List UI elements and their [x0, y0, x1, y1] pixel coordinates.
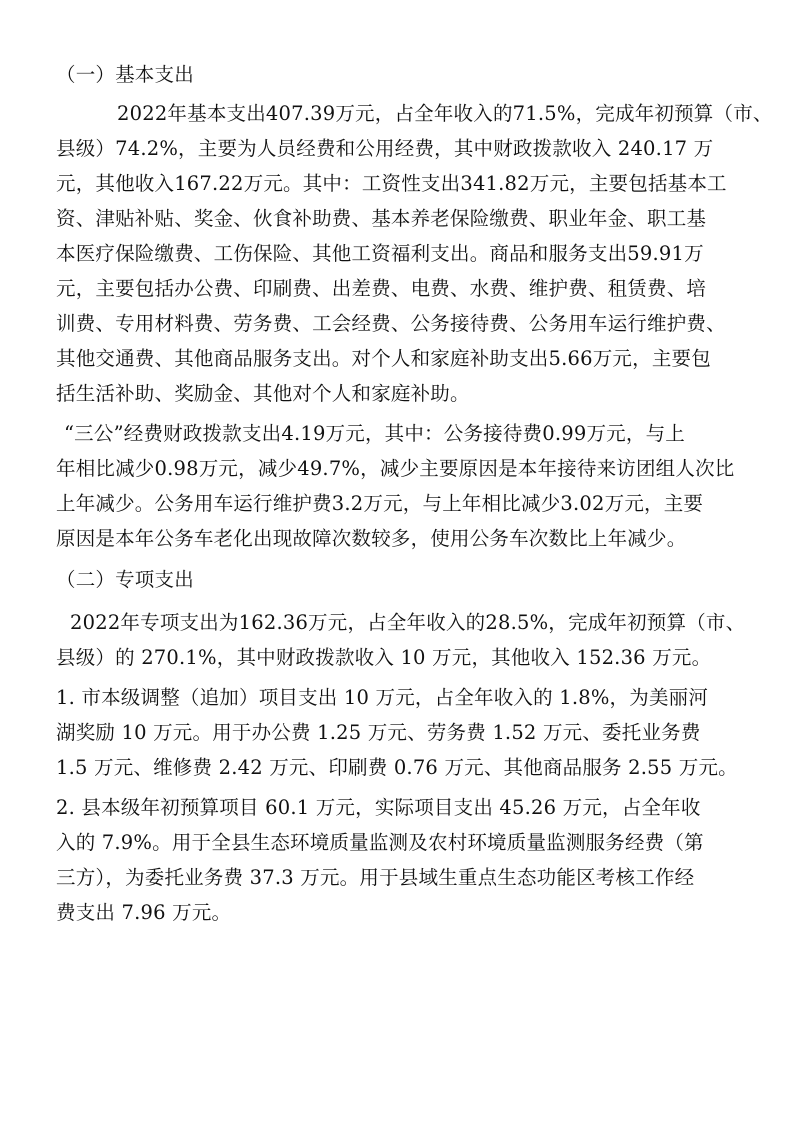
paragraph-line: 县级）74.2%，主要为人员经费和公用经费，其中财政拨款收入 240.17 万	[56, 137, 714, 160]
list-item-line: 1. 市本级调整（追加）项目支出 10 万元，占全年收入的 1.8%，为美丽河	[56, 686, 709, 709]
list-item-line: 2. 县本级年初预算项目 60.1 万元，实际项目支出 45.26 万元，占全年收	[56, 796, 701, 819]
list-item-line: 入的 7.9%。用于全县生态环境质量监测及农村环境质量监测服务经费（第	[56, 831, 704, 854]
paragraph-line: 2022年专项支出为162.36万元，占全年收入的28.5%，完成年初预算（市、	[70, 611, 746, 634]
list-item-line: 三方），为委托业务费 37.3 万元。用于县域生重点生态功能区考核工作经	[56, 866, 695, 889]
list-item-line: 1.5 万元、维修费 2.42 万元、印刷费 0.76 万元、其他商品服务 2.55 万元。	[56, 756, 738, 779]
paragraph-line: 括生活补助、奖励金、其他对个人和家庭补助。	[56, 382, 470, 405]
paragraph-line: 本医疗保险缴费、工伤保险、其他工资福利支出。商品和服务支出59.91万	[56, 242, 704, 265]
paragraph-line: 原因是本年公务车老化出现故障次数较多，使用公务车次数比上年减少。	[56, 527, 687, 550]
list-item-line: 湖奖励 10 万元。用于办公费 1.25 万元、劳务费 1.52 万元、委托业务费	[56, 721, 701, 744]
paragraph-line: 元，其他收入167.22万元。其中：工资性支出341.82万元，主要包括基本工	[56, 172, 727, 195]
section-heading-basic-expenditure: （一）基本支出	[56, 63, 194, 86]
paragraph-line: 训费、专用材料费、劳务费、工会经费、公务接待费、公务用车运行维护费、	[56, 312, 726, 335]
paragraph-line: 资、津贴补贴、奖金、伙食补助费、基本养老保险缴费、职业年金、职工基	[56, 207, 707, 230]
paragraph-line: “三公”经费财政拨款支出4.19万元，其中：公务接待费0.99万元，与上	[64, 422, 685, 445]
paragraph-line: 县级）的 270.1%，其中财政拨款收入 10 万元，其他收入 152.36 万元。	[56, 646, 712, 669]
list-item-line: 费支出 7.96 万元。	[56, 901, 232, 924]
paragraph-line: 元，主要包括办公费、印刷费、出差费、电费、水费、维护费、租赁费、培	[56, 277, 707, 300]
paragraph-line: 其他交通费、其他商品服务支出。对个人和家庭补助支出5.66万元，主要包	[56, 347, 711, 370]
paragraph-line: 年相比减少0.98万元，减少49.7%，减少主要原因是本年接待来访团组人次比	[56, 457, 735, 480]
paragraph-line: 2022年基本支出407.39万元，占全年收入的71.5%，完成年初预算（市、	[117, 102, 773, 125]
section-heading-special-expenditure: （二）专项支出	[56, 568, 194, 591]
paragraph-line: 上年减少。公务用车运行维护费3.2万元，与上年相比减少3.02万元，主要	[56, 492, 704, 515]
